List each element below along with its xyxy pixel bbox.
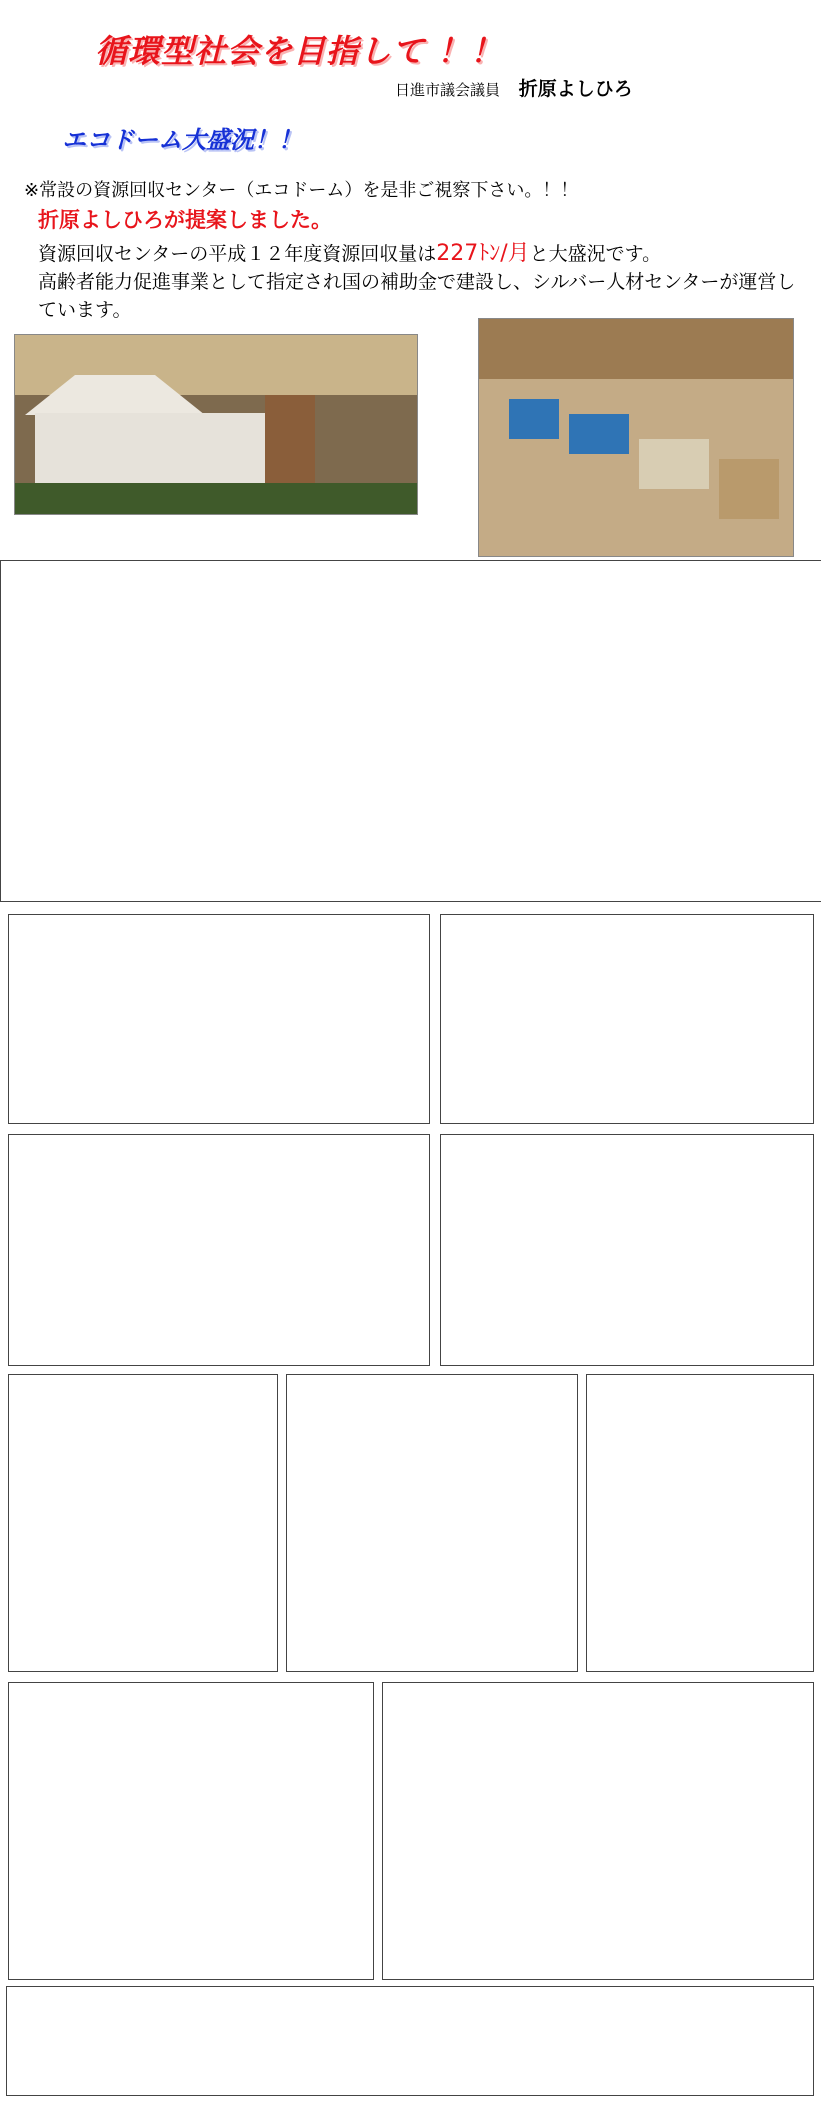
collection-tables-area: [0, 560, 821, 902]
byline-role: 日進市議会議員: [395, 81, 501, 99]
byline-name: 折原よしひろ: [518, 78, 633, 100]
monthly-volume-highlight: 227ﾄﾝ/月: [436, 241, 530, 266]
eco-dome-exterior-photo: [14, 334, 418, 515]
chart-panel-7: [586, 1374, 814, 1672]
intro-line-1-suffix: と大盛況です。: [529, 243, 662, 265]
page-title: 循環型社会を目指して ！！: [95, 32, 504, 70]
byline: [395, 74, 633, 101]
chart-panel-3: [8, 1134, 430, 1366]
chart-panel-2: [440, 914, 814, 1124]
chart-panel-8: [8, 1682, 374, 1980]
intro-line-1: [38, 240, 798, 268]
visit-note: ※常設の資源回収センター（エコドーム）を是非ご視察下さい。！！: [24, 180, 579, 201]
chart-panel-5: [8, 1374, 278, 1672]
chart-panel-9: [382, 1682, 814, 1980]
chart-panel-6: [286, 1374, 578, 1672]
proposal-note: 折原よしひろが提案しました。: [38, 208, 332, 232]
chart-panel-1: [8, 914, 430, 1124]
intro-paragraph: [38, 240, 798, 324]
eco-dome-interior-photo: [478, 318, 794, 557]
chart-panel-4: [440, 1134, 814, 1366]
closing-message-box: [6, 1986, 814, 2096]
intro-line-2: 高齢者能力促進事業として指定され国の補助金で建設し、シルバー人材センターが運営しています。: [38, 271, 796, 321]
intro-line-1-prefix: 資源回収センターの平成１２年度資源回収量は: [38, 243, 437, 265]
section-subtitle: エコドーム大盛況！！: [62, 126, 302, 154]
